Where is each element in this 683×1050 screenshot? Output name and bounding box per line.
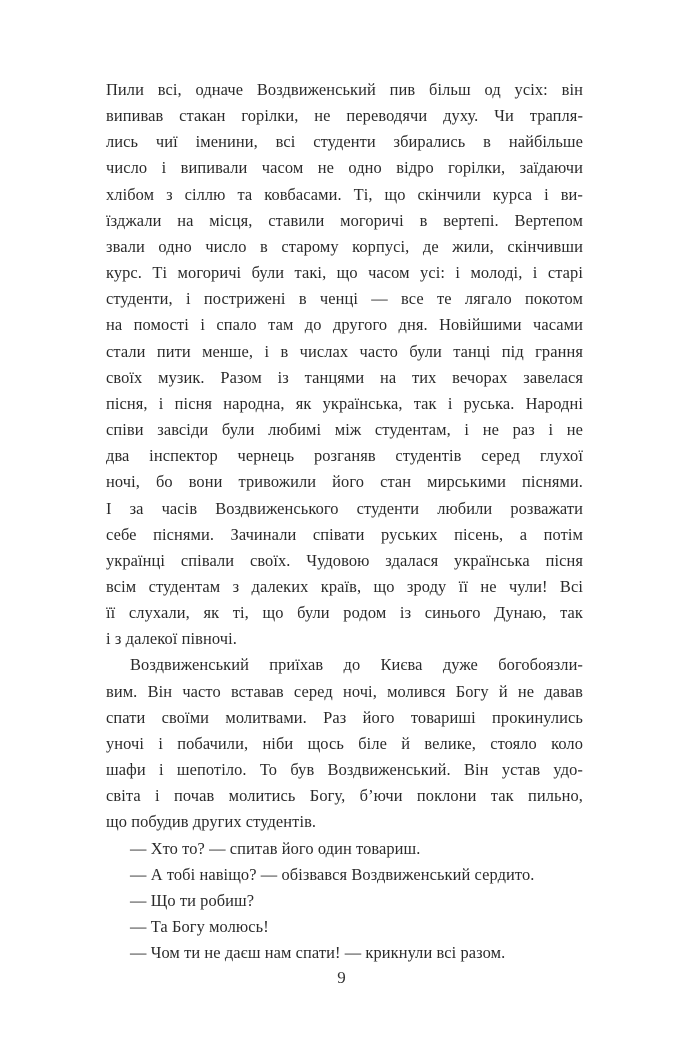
text-line: себе піснями. Зачинали співати руських пісень, а потім [106,524,583,544]
text-line: і з далекої півночі. [106,629,237,649]
text-line: ночі, бо вони тривожили його стан мирськими піснями. [106,472,583,492]
text-line: Воздвиженський приїхав до Києва дуже богобоязли- [130,655,583,675]
dialogue [106,836,583,967]
text-line: що побудив других студентів. [106,812,317,832]
dialogue-line: — Що ти робиш? [130,890,255,910]
text-line: стали пити менше, і в числах часто були танці під грання [106,341,583,361]
text-line: своїх музик. Разом із танцями на тих вечорах завелася [106,367,583,387]
text-line: на помості і спало там до другого дня. Новійшими часами [106,315,583,335]
text-line: число і випивали часом не одно відро горілки, заїдаючи [106,158,583,178]
text-line: курс. Ті могоричі були такі, що часом усі: і молоді, і старі [106,263,583,283]
dialogue-line: — Та Богу молюсь! [130,917,269,936]
paragraph-2 [106,652,583,835]
text-line: Пили всі, одначе Воздвиженський пив більш од усіх: він [106,80,583,99]
text-line: її слухали, як ті, що були родом із синього Дунаю, так [106,603,583,623]
text-line: два інспектор чернець розганяв студентів серед глухої [106,446,583,466]
text-line: світа і почав молитись Богу, б’ючи поклони так пильно, [106,786,583,806]
text-line: уночі і побачили, ніби щось біле й велике, стояло коло [106,733,583,753]
paragraph-1 [106,77,583,652]
text-line: хлібом з сіллю та ковбасами. Ті, що скінчили курса і ви- [106,184,583,204]
text-line: спати своїми молитвами. Раз його товариші прокинулись [106,707,583,727]
page-number: 9 [337,968,346,987]
dialogue-line: — Чом ти не даєш нам спати! — крикнули всі разом. [130,943,506,963]
dialogue-line: — А тобі навіщо? — обізвався Воздвиженський сердито. [130,864,535,884]
text-line: випивав стакан горілки, не переводячи духу. Чи трапля- [106,106,583,126]
text-line: студенти, і постриженi в ченці — все те лягало покотом [106,289,583,309]
text-line: І за часів Воздвиженського студенти любили розважати [106,498,583,518]
text-line: всім студентам з далеких країв, що зроду її не чули! Всі [106,576,583,596]
text-line: шафи і шепотіло. То був Воздвиженський. Він устав удо- [106,760,583,780]
text-line: їзджали на місця, ставили могоричі в вертепі. Вертепом [106,210,583,230]
text-line: українці співали своїх. Чудовою здалася українська пісня [106,550,583,570]
page-body [106,77,583,966]
text-line: пісня, і пісня народна, як українська, так і руська. Народні [106,393,583,413]
dialogue-line: — Хто то? — спитав його один товариш. [130,838,421,858]
text-line: лись чиї іменини, всі студенти збирались в найбільше [106,132,583,152]
text-line: звали одно число в старому корпусі, де жили, скінчивши [106,236,583,256]
text-line: вим. Він часто вставав серед ночі, молився Богу й не давав [106,681,583,701]
text-line: співи завсіди були любимі між студентам, і не раз і не [106,420,583,440]
